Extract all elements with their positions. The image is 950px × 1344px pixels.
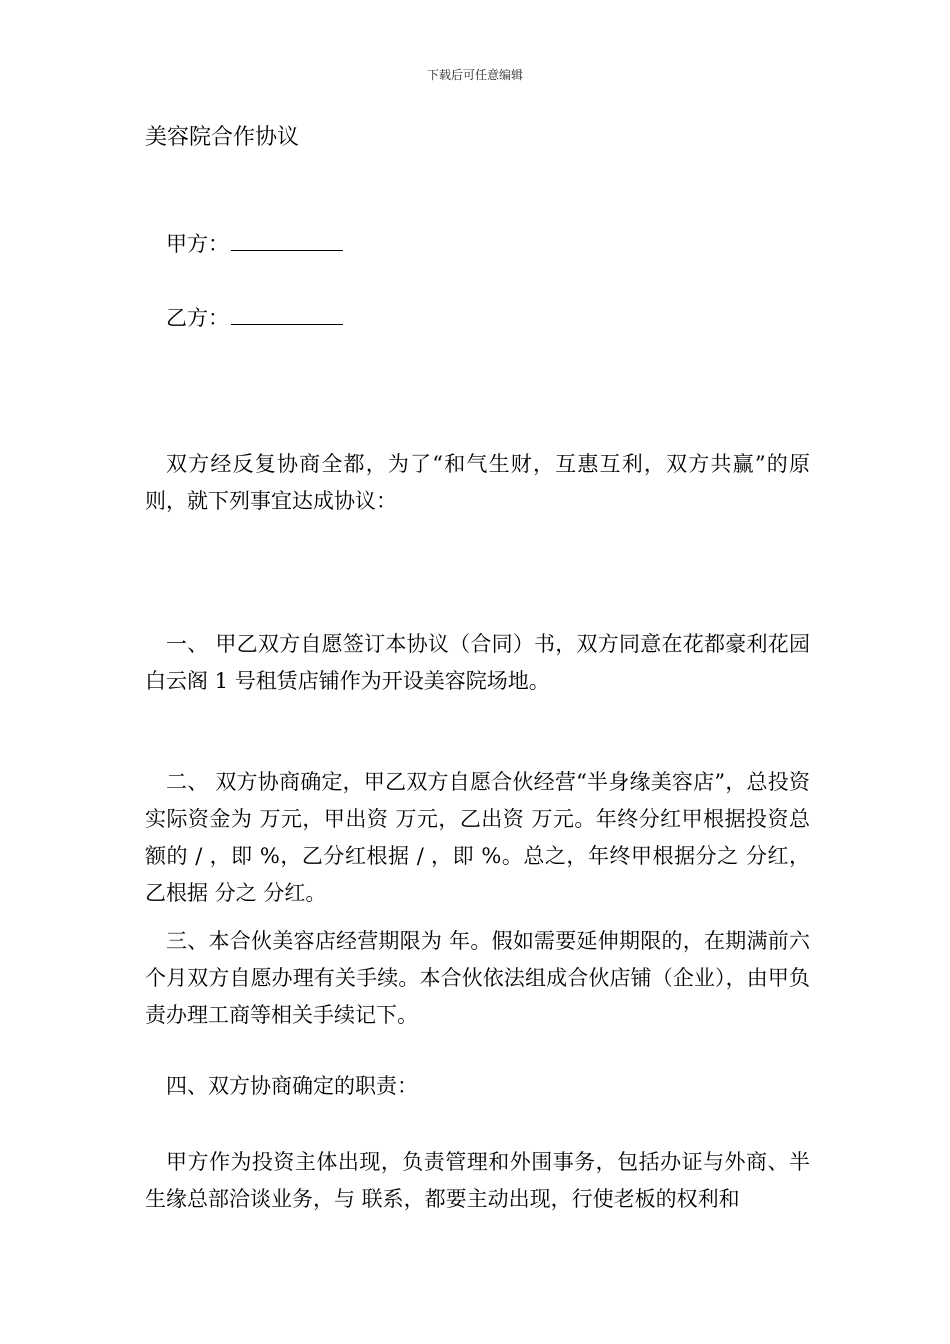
clause-4-party-a-duties: 甲方作为投资主体出现，负责管理和外围事务，包括办证与外商、半生缘总部洽谈业务，与 联系，都要主动出现，行使老板的权利和 — [145, 1150, 810, 1211]
document-title: 美容院合作协议 — [145, 125, 300, 150]
party-b-line — [166, 304, 343, 332]
party-b-label: 乙方： — [166, 306, 229, 330]
clause-1-paragraph: 一、 甲乙双方自愿签订本协议（合同）书，双方同意在花都豪利花园白云阁 1 号租赁店铺作为开设美容院场地。 — [145, 632, 810, 693]
header-note: 下载后可任意编辑 — [426, 68, 523, 82]
intro-paragraph: 双方经反复协商全都，为了“和气生财，互惠互利，双方共赢”的原则，就下列事宜达成协议： — [145, 452, 810, 513]
clause-3-paragraph: 三、本合伙美容店经营期限为 年。假如需要延伸期限的，在期满前六个月双方自愿办理有关手续。本合伙依法组成合伙店铺（企业），由甲负责办理工商等相关手续记下。 — [145, 929, 810, 1027]
party-b-blank — [231, 304, 343, 325]
party-a-blank — [231, 230, 343, 251]
party-a-line — [166, 230, 343, 258]
clause-2-paragraph: 二、 双方协商确定，甲乙双方自愿合伙经营“半身缘美容店”，总投资实际资金为 万元，甲出资 万元，乙出资 万元。年终分红甲根据投资总额的 / ，即 %，乙分红根据 / ，即 %。总之，年终甲根据分之 分红，乙根据 分之 分红。 — [145, 770, 810, 905]
clause-4-heading: 四、双方协商确定的职责： — [166, 1074, 418, 1098]
party-a-label: 甲方： — [166, 232, 229, 256]
